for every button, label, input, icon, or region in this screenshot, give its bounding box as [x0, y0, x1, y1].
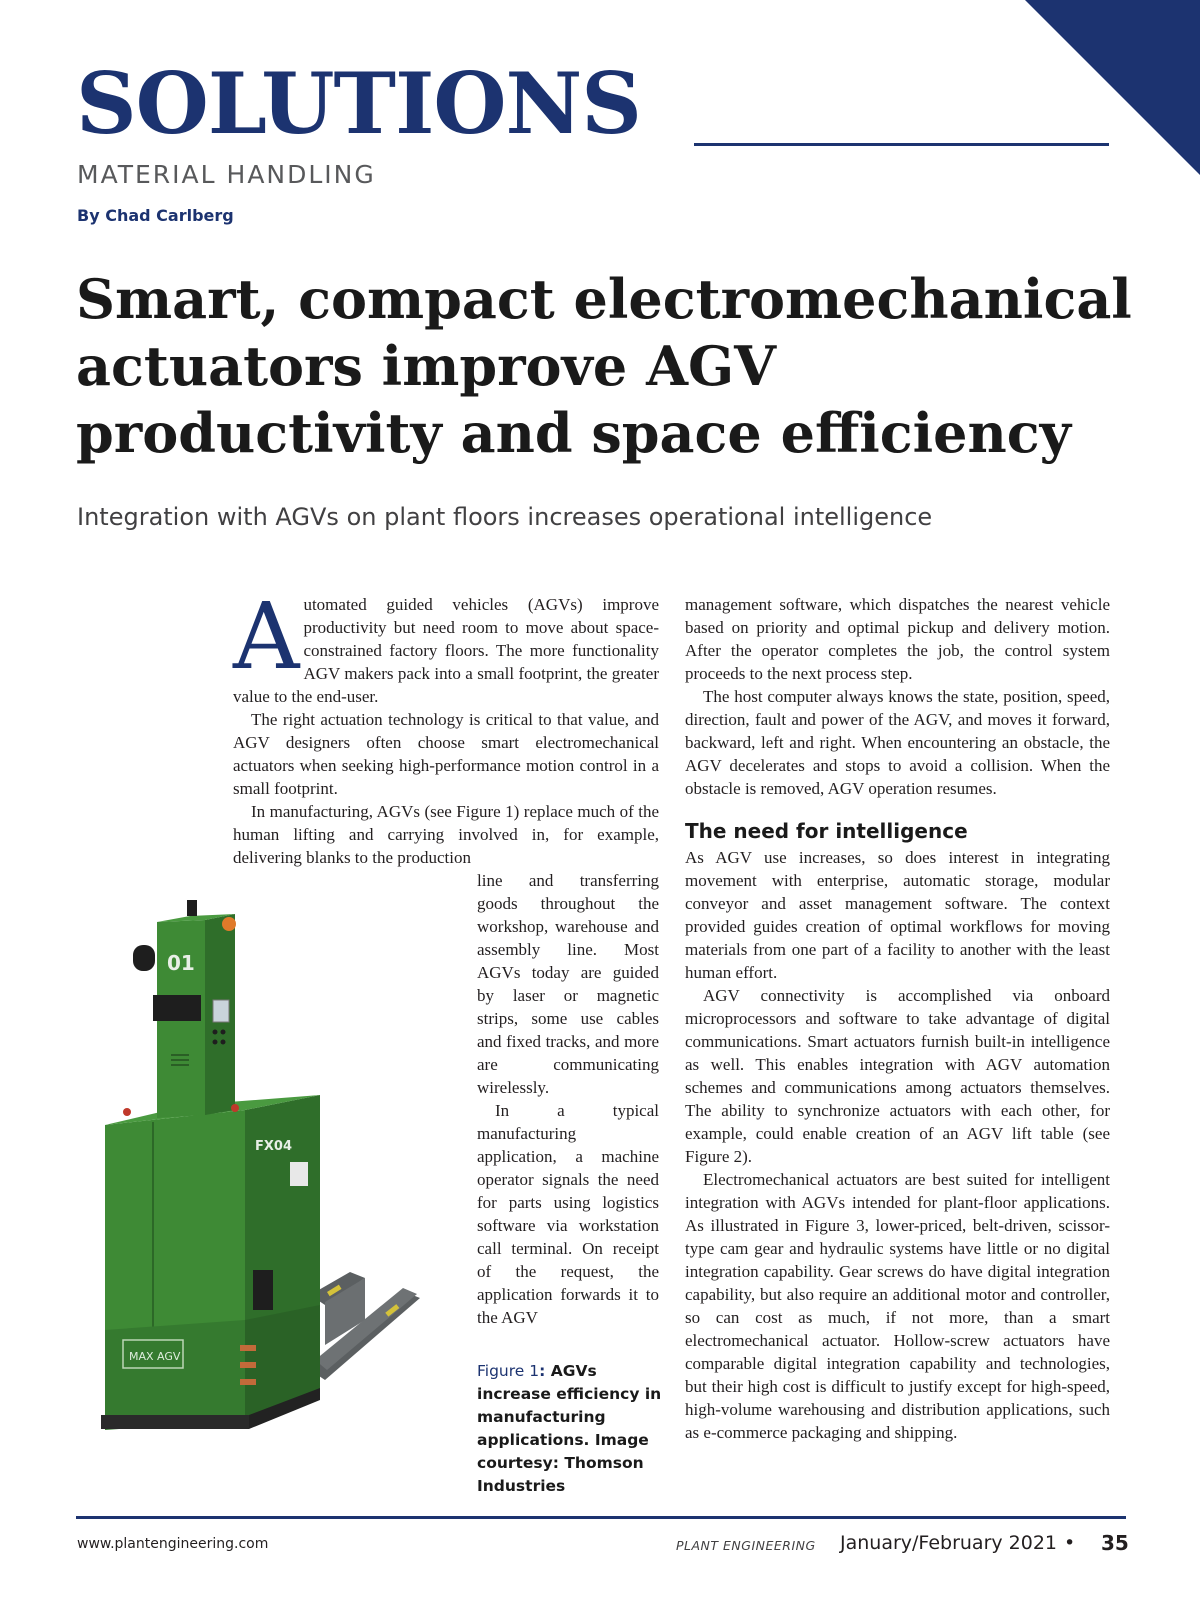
- paragraph-6: The host computer always knows the state, position, speed, direction, fault and power of the AGV, and moves it forward, backward, left and right. When encountering an obstacle, the AGV decelerates and stops to avoid a collision. When the obstacle is removed, AGV operation resumes.: [685, 687, 1110, 798]
- footer-url[interactable]: www.plantengineering.com: [77, 1536, 269, 1552]
- figure-caption-text: AGVs increase efficiency in manufacturing applications. Image courtesy: Thomson Industries: [477, 1362, 662, 1495]
- paragraph-7: As AGV use increases, so does interest in integrating movement with enterprise, automatic storage, modular conveyor and asset management software. The context provided guides creation of optimal workflows for moving materials from one part of a facility to another with the least human effort.: [685, 848, 1110, 982]
- agv-antenna: [187, 900, 197, 916]
- agv-estop-2: [231, 1104, 239, 1112]
- agv-scanner: [153, 995, 201, 1021]
- figure-colon: :: [539, 1362, 546, 1380]
- column-1-narrow: [477, 869, 659, 1329]
- figure-label: Figure 1: [477, 1362, 540, 1380]
- agv-side-connector: [253, 1270, 273, 1310]
- dek: Integration with AGVs on plant floors increases operational intelligence: [77, 503, 933, 531]
- agv-brand-text: MAX AGV: [129, 1350, 181, 1363]
- title-rule: [694, 143, 1109, 146]
- agv-knob-2: [221, 1030, 226, 1035]
- byline: By Chad Carlberg: [77, 206, 234, 225]
- column-1-top: [233, 583, 659, 869]
- paragraph-4: In a typical manufacturing application, a machine operator signals the need for parts using logistics software via workstation call terminal. On receipt of the request, the application forwards it to the AGV: [477, 1101, 659, 1327]
- paragraph-2: The right actuation technology is critical to that value, and AGV designers often choose smart electromechanical actuators when seeking high-performance motion control in a small footprint.: [233, 710, 659, 798]
- column-2: [685, 593, 1110, 1444]
- section-title: SOLUTIONS: [76, 54, 641, 153]
- agv-number-text: 01: [167, 951, 195, 975]
- paragraph-8: AGV connectivity is accomplished via onboard microprocessors and software to take advantage of digital communications. Smart actuators furnish built-in intelligence as well. This enables integration with AGV automation schemes and communications among actuators themselves. The ability to synchronize actuators with each other, for example, could enable creation of an AGV lift table (see Figure 2).: [685, 986, 1110, 1166]
- dropcap: A: [233, 583, 300, 690]
- paragraph-3-start: In manufacturing, AGVs (see Figure 1) replace much of the human lifting and carrying involved in, for example, delivering blanks to the production: [233, 802, 659, 867]
- agv-base-bottom: [105, 1320, 245, 1430]
- paragraph-1: [233, 583, 659, 708]
- figure-caption: [477, 1360, 667, 1498]
- agv-knob-3: [213, 1040, 218, 1045]
- headline: Smart, compact electromechanical actuators improve AGV productivity and space efficiency: [76, 267, 1132, 465]
- paragraph-1-text: utomated guided vehicles (AGVs) improve productivity but need room to move about space-constrained factory floors. The more functionality AGV makers pack into a small footprint, the greater value to the end-user.: [233, 595, 659, 706]
- agv-light-2: [240, 1362, 256, 1368]
- agv-bumper: [101, 1415, 249, 1429]
- section-subtitle: MATERIAL HANDLING: [77, 160, 376, 189]
- footer-publication: PLANT ENGINEERING: [676, 1538, 816, 1553]
- footer-date: January/February 2021: [840, 1532, 1058, 1554]
- paragraph-3-end: line and transferring goods throughout the workshop, warehouse and assembly line. Most AGVs today are guided by laser or magnetic strips, some use cables and fixed tracks, and more are communicating wirelessly.: [477, 871, 659, 1097]
- paragraph-5: management software, which dispatches the nearest vehicle based on priority and optimal pickup and delivery motion. After the operator completes the job, the control system proceeds to the next process step.: [685, 595, 1110, 683]
- agv-display: [213, 1000, 229, 1022]
- agv-knob-4: [221, 1040, 226, 1045]
- corner-accent: [1025, 0, 1200, 175]
- subhead: The need for intelligence: [685, 819, 968, 843]
- agv-side-sensor: [133, 945, 155, 971]
- agv-knob-1: [213, 1030, 218, 1035]
- paragraph-9: Electromechanical actuators are best suited for intelligent integration with AGVs intended for plant-floor applications. As illustrated in Figure 3, lower-priced, belt-driven, scissor-type cam gear and hydraulic systems have little or no digital integration capability. Gear screws do have digital integration capability, but also require an additional motor and controller, so can cost as much, if not more, than a smart electromechanical actuator. Hollow-screw actuators have comparable digital integration capability and technologies, but their high cost is difficult to justify except for high-speed, high-volume warehousing and distribution applications, such as e-commerce packaging and shipping.: [685, 1170, 1110, 1442]
- agv-light-1: [240, 1345, 256, 1351]
- footer-rule: [76, 1516, 1126, 1519]
- agv-estop-1: [123, 1108, 131, 1116]
- agv-light-3: [240, 1379, 256, 1385]
- agv-side-plate: [290, 1162, 308, 1186]
- agv-warning-light: [222, 917, 236, 931]
- page-number: 35: [1101, 1531, 1129, 1555]
- footer-bullet: •: [1064, 1532, 1076, 1554]
- agv-code-text: FX04: [255, 1139, 292, 1154]
- agv-figure-image: [95, 900, 475, 1475]
